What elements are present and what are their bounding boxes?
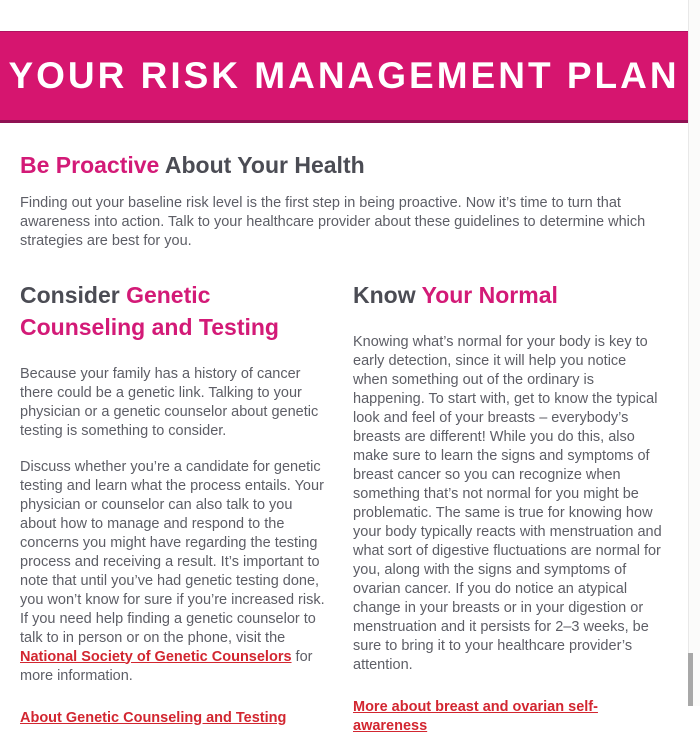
self-awareness-footer-link[interactable]: More about breast and ovarian self-awareness bbox=[353, 698, 598, 734]
left-column bbox=[20, 280, 329, 736]
genetic-counseling-footer-link[interactable]: About Genetic Counseling and Testing bbox=[20, 709, 287, 726]
left-paragraph-2-text: Discuss whether you’re a candidate for genetic testing and learn what the process entails. Your physician or counselor can also talk to you about how to manage and respond to the concerns you might have regarding the testing process and receiving a result. It’s important to note that until you’ve had genetic testing done, you won’t know for sure if you’re increased risk. If you need help finding a genetic counselor to talk to in person or on the phone, visit the bbox=[20, 458, 325, 646]
left-paragraph-2-tail: for more information. bbox=[20, 648, 313, 684]
banner-title: YOUR RISK MANAGEMENT PLAN bbox=[8, 55, 680, 96]
left-heading-plain: Consider bbox=[20, 282, 127, 309]
right-column-heading bbox=[353, 280, 662, 312]
left-paragraph-2 bbox=[20, 458, 329, 686]
right-column bbox=[353, 280, 662, 736]
right-paragraph-1: Knowing what’s normal for your body is key to early detection, since it will help you notice when something out of the ordinary is happening. To start with, get to know the typical look and feel of your breasts – everybody’s breasts are different! While you do this, also make sure to learn the signs and symptoms of breast cancer so you can recognize when something that’s not normal for you might be problematic. The same is true for knowing how your body typically reacts with menstruation and what sort of digestive fluctuations are normal for you, along with the signs and symptoms of ovarian cancer. If you do notice an atypical change in your breasts or in your digestion or menstruation and it persists for 2–3 weeks, be sure to bring it to your healthcare provider’s attention. bbox=[353, 333, 662, 673]
intro-heading bbox=[20, 150, 662, 181]
left-column-heading bbox=[20, 280, 329, 343]
two-column-section bbox=[20, 280, 662, 736]
scrollbar-thumb[interactable] bbox=[688, 653, 693, 706]
banner bbox=[0, 31, 688, 123]
intro-paragraph: Finding out your baseline risk level is the first step in being proactive. Now it’s time to turn that awareness into action. Talk to your healthcare provider about these guidelines to determine which strategies are best for you. bbox=[20, 195, 646, 250]
left-paragraph-1: Because your family has a history of cancer there could be a genetic link. Talking to your physician or a genetic counselor about genetic testing is something to consider. bbox=[20, 365, 319, 439]
intro-heading-rest: About Your Health bbox=[159, 152, 365, 178]
nsgc-inline-link[interactable]: National Society of Genetic Counselors bbox=[20, 648, 292, 665]
right-heading-plain: Know bbox=[353, 282, 422, 309]
main-area bbox=[0, 150, 688, 736]
intro-heading-accent: Be Proactive bbox=[20, 152, 160, 178]
left-heading-accent: Genetic Counseling and Testing bbox=[20, 282, 279, 340]
right-heading-accent: Your Normal bbox=[421, 282, 558, 309]
scrollbar-track[interactable] bbox=[688, 0, 700, 706]
